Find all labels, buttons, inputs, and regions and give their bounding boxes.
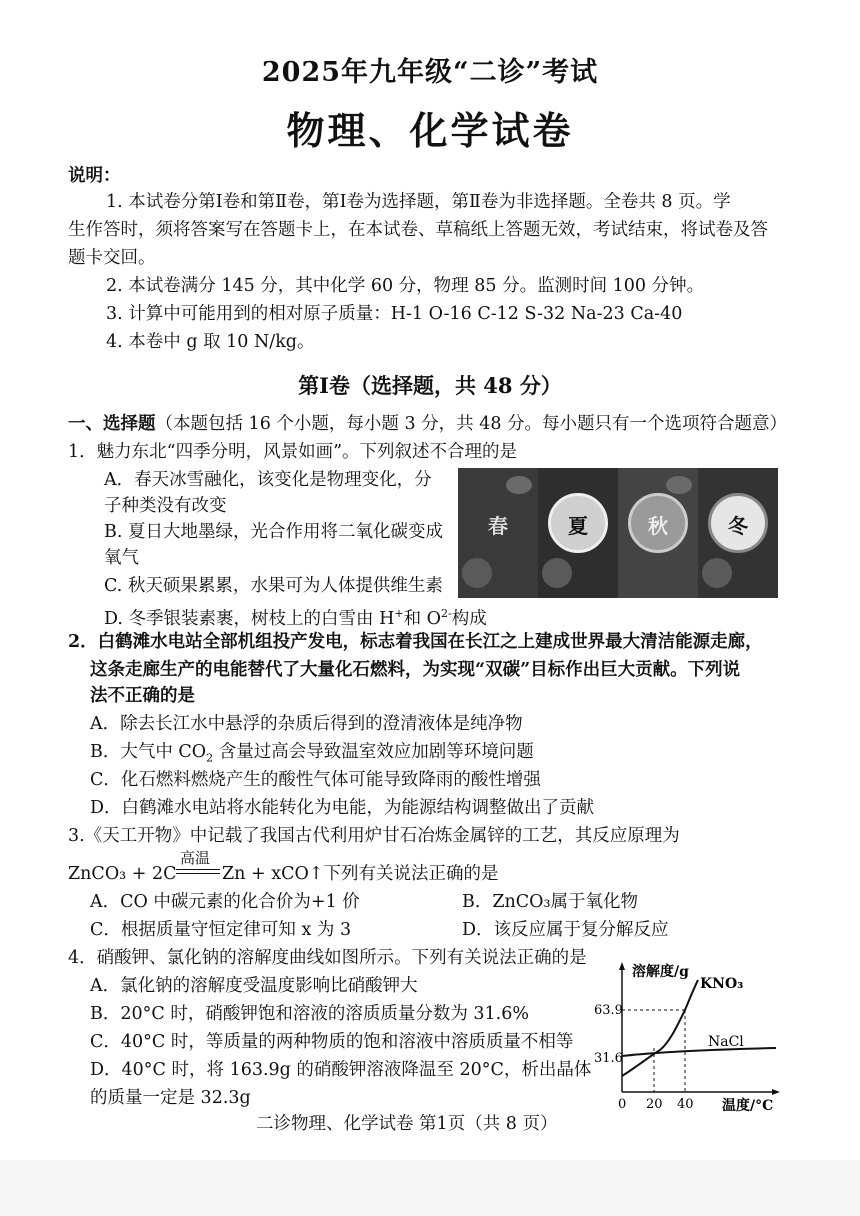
note-3: 3. 计算中可能用到的相对原子质量：H-1 O-16 C-12 S-32 Na-23 Ca-40 [106, 304, 683, 324]
exam-title: 2025年九年级“二诊”考试 [261, 57, 599, 88]
x-tick-20: 20 [646, 1097, 663, 1112]
section-title: 第Ⅰ卷（选择题，共 48 分） [298, 373, 562, 398]
note-4: 4. 本卷中 g 取 10 N/kg。 [106, 332, 315, 352]
summer-panel [538, 468, 618, 598]
winter-label: 冬 [728, 514, 748, 538]
kno3-curve [622, 980, 698, 1076]
q3-stem: 3.《天工开物》中记载了我国古代利用炉甘石冶炼金属锌的工艺，其反应原理为 [68, 826, 680, 846]
q1-option-d-end: 构成 [451, 608, 487, 629]
q3-option-c: C．根据质量守恒定律可知 x 为 3 [90, 920, 352, 940]
part1-heading [68, 412, 787, 436]
q4-option-d-line2: 的质量一定是 32.3g [90, 1088, 251, 1108]
note-1-line-c: 题卡交回。 [68, 248, 156, 268]
q1-option-c: C. 秋天硕果累累，水果可为人体提供维生素 [104, 576, 443, 596]
q1-option-d-sup1: + [394, 607, 404, 620]
notes-label: 说明： [68, 166, 121, 186]
q3-reaction-condition: 高温 [180, 849, 211, 867]
note-2: 2. 本试卷满分 145 分，其中化学 60 分，物理 85 分。监测时间 100 分钟。 [106, 276, 705, 296]
q4-option-c: C．40°C 时，等质量的两种物质的饱和溶液中溶质质量不相等 [90, 1032, 574, 1052]
winter-panel [698, 468, 778, 598]
q3-option-a: A．CO 中碳元素的化合价为+1 价 [90, 892, 360, 912]
q1-option-b-line2: 氧气 [104, 548, 139, 568]
q1-option-b-line1: B. 夏日大地墨绿，光合作用将二氧化碳变成 [104, 522, 443, 542]
q2-stem-line2: 这条走廊生产的电能替代了大量化石燃料，为实现“双碳”目标作出巨大贡献。下列说 [90, 660, 741, 680]
y-axis-arrow-icon [619, 962, 625, 970]
x-tick-0: 0 [618, 1097, 627, 1112]
q2-option-b-sub: 2 [206, 751, 214, 765]
summer-label: 夏 [568, 514, 588, 538]
q4-stem: 4．硝酸钾、氯化钠的溶解度曲线如图所示。下列有关说法正确的是 [68, 948, 587, 968]
exam-subject-title: 物理、化学试卷 [286, 108, 574, 153]
page-footer: 二诊物理、化学试卷 第1页（共 8 页） [256, 1114, 558, 1134]
q4-option-b: B．20°C 时，硝酸钾饱和溶液的溶质质量分数为 31.6% [90, 1004, 529, 1024]
x-tick-40: 40 [677, 1097, 694, 1112]
spring-panel [458, 468, 538, 598]
q2-option-b [90, 740, 534, 771]
four-seasons-photo [458, 468, 778, 598]
x-axis-label: 温度/°C [722, 1098, 774, 1114]
part1-label: 一、选择题 [68, 414, 156, 434]
q4-option-a: A．氯化钠的溶解度受温度影响比硝酸钾大 [90, 976, 418, 996]
q2-option-a: A．除去长江水中悬浮的杂质后得到的澄清液体是纯净物 [90, 714, 523, 734]
note-1-line-a: 1. 本试卷分第Ⅰ卷和第Ⅱ卷，第Ⅰ卷为选择题，第Ⅱ卷为非选择题。全卷共 8 页。学 [106, 192, 731, 212]
q3-equation-right: Zn + xCO↑下列有关说法正确的是 [222, 864, 499, 884]
q1-option-a-line2: 子种类没有改变 [104, 496, 227, 516]
q3-equation-left: ZnCO₃ + 2C [68, 864, 177, 884]
q2-option-c: C．化石燃料燃烧产生的酸性气体可能导致降雨的酸性增强 [90, 770, 541, 790]
part1-desc: （本题包括 16 个小题，每小题 3 分，共 48 分。每小题只有一个选项符合题意） [155, 414, 788, 434]
autumn-panel [618, 468, 698, 598]
q2-option-d: D．白鹤滩水电站将水能转化为电能，为能源结构调整做出了贡献 [90, 798, 595, 818]
y-tick-639: 63.9 [594, 1003, 623, 1018]
y-axis-label: 溶解度/g [632, 964, 689, 980]
q2-stem-line3: 法不正确的是 [90, 686, 195, 706]
nacl-label: NaCl [708, 1034, 744, 1050]
q3-reaction-arrow [176, 869, 220, 874]
q1-stem: 1．魅力东北“四季分明，风景如画”。下列叙述不合理的是 [68, 442, 518, 462]
page-bottom-margin [0, 1160, 860, 1216]
kno3-label: KNO₃ [700, 976, 744, 992]
x-axis-arrow-icon [772, 1089, 780, 1095]
q1-option-a-line1: A．春天冰雪融化，该变化是物理变化，分 [104, 470, 432, 490]
q1-option-d-mid: 和 O [403, 608, 441, 629]
note-1-line-b: 生作答时，须将答案写在答题卡上，在本试卷、草稿纸上答题无效，考试结束，将试卷及答 [68, 220, 768, 240]
q1-option-d-text: D. 冬季银装素裹，树枝上的白雪由 H [104, 608, 395, 629]
q1-option-d [104, 602, 487, 631]
q3-option-b: B．ZnCO₃属于氧化物 [462, 892, 639, 912]
autumn-label: 秋 [648, 514, 668, 538]
q2-option-b-end: 含量过高会导致温室效应加剧等环境问题 [213, 742, 534, 762]
q2-stem-line1: 2．白鹤滩水电站全部机组投产发电，标志着我国在长江之上建成世界最大清洁能源走廊， [68, 632, 763, 652]
q2-option-b-text: B．大气中 CO [90, 742, 207, 762]
q3-option-d: D．该反应属于复分解反应 [462, 920, 669, 940]
spring-label: 春 [488, 514, 508, 538]
nacl-curve [622, 1048, 776, 1056]
solubility-graph [588, 958, 788, 1118]
y-tick-316: 31.6 [594, 1051, 623, 1066]
q4-option-d-line1: D．40°C 时，将 163.9g 的硝酸钾溶液降温至 20°C，析出晶体 [90, 1060, 592, 1080]
q1-option-d-sup2: 2- [441, 607, 452, 620]
